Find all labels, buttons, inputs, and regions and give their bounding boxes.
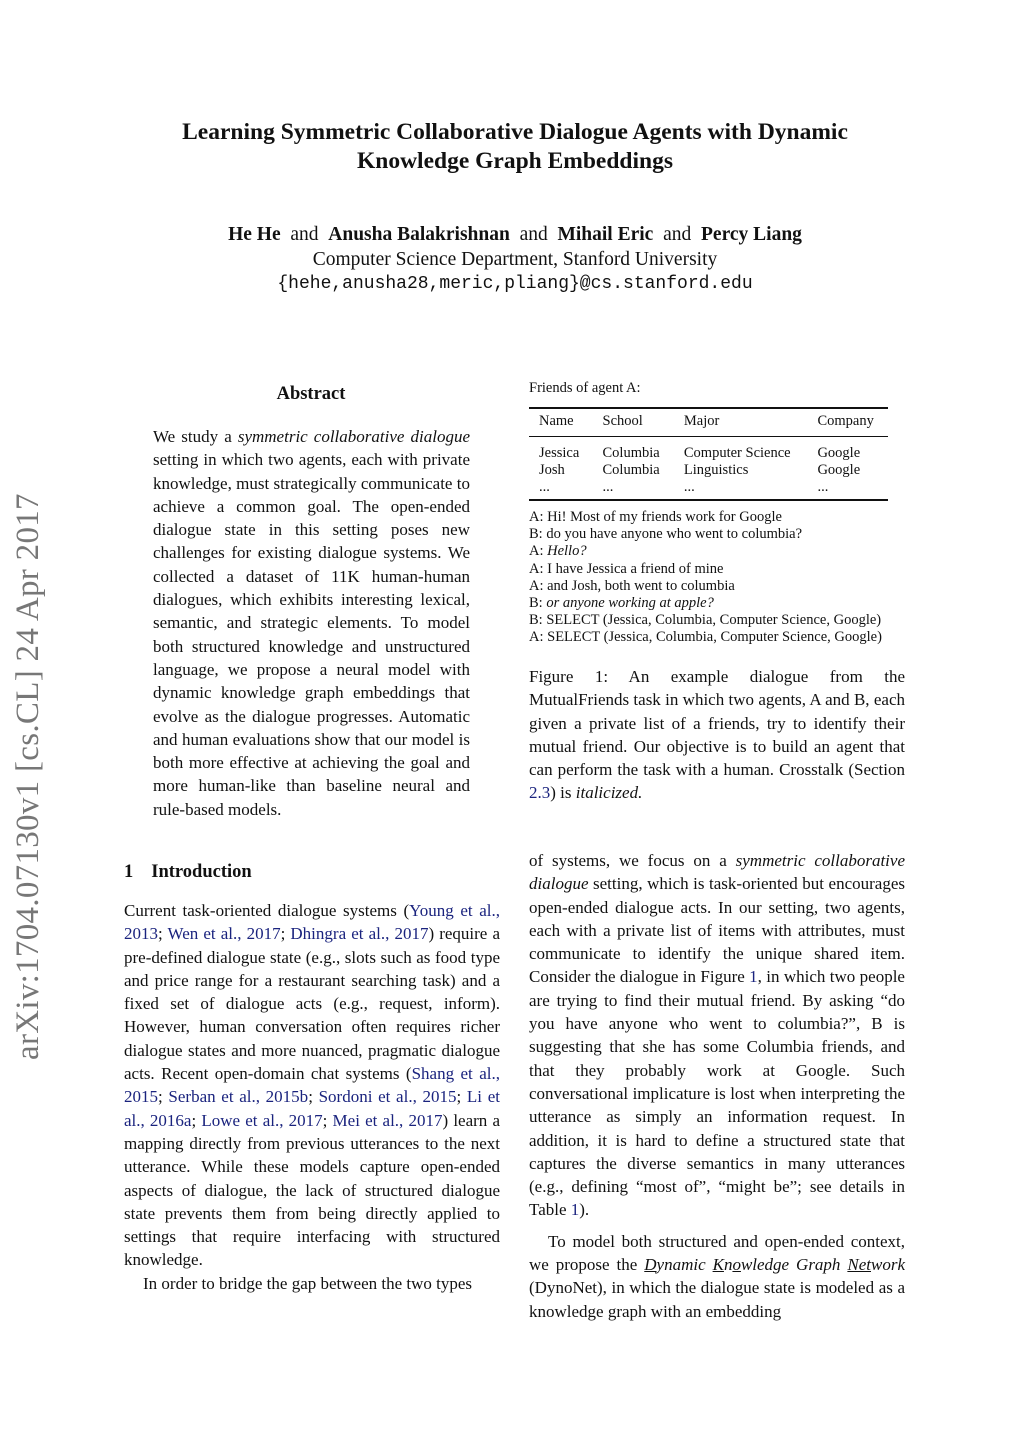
abstract-text [153,425,470,821]
figure-caption [529,665,905,805]
text-run: , in which two people are trying to find their mutual friend. By asking “do you have anyone who went to columbia?”, B is suggesting that she has some Columbia friends, and that they probably work at Google. Such conversational implicature is lost when interpreting the utterance as simply an information request. In addition, it is hard to define a structured state that captures the diverse semantics in many utterances (e.g., defining “most of”, “might be”; see details in Table [529,967,905,1220]
table-cell: Columbia [602,445,660,461]
speaker-label: A: [529,560,544,577]
underlined-letters: Net [847,1255,871,1275]
citation-link[interactable]: Serban et al., 2015b [168,1087,309,1107]
text-run: ; [322,1110,333,1130]
dialogue-transcript [529,509,882,647]
right-column-body [529,849,905,1323]
speaker-label: A: [529,577,544,594]
speaker-label: B: [529,595,543,612]
text-run: ynamic [656,1255,713,1275]
abstract-text-a: We study a [153,427,238,446]
author-separator: and [663,224,692,245]
citation-link[interactable]: Mei et al., 2017 [332,1110,443,1130]
caption-text: ) is [550,783,576,803]
citation-link[interactable]: Li et al., 2016a [124,1087,500,1130]
dialogue-line [529,526,882,543]
speaker-label: B: [529,612,543,629]
author-name: Anusha Balakrishnan [328,224,510,245]
author-email: {hehe,anusha28,meric,pliang}@cs.stanford.edu [277,274,753,294]
table-cell: ... [807,479,888,500]
text-run: work [871,1255,905,1275]
text-run: ). [579,1200,590,1220]
title-line-1: Learning Symmetric Collaborative Dialogue Agents with Dynamic [182,119,848,145]
figure-reference-link[interactable]: 1 [749,967,758,987]
dialogue-line [529,509,882,526]
table-cell: Linguistics [683,462,749,478]
text-run: ; [456,1087,467,1107]
abstract-heading: Abstract [276,384,346,404]
text-run: of systems, we focus on a [529,851,736,870]
section-number: 1 [124,862,134,882]
citation-link[interactable]: Lowe et al., 2017 [201,1110,323,1130]
author-separator: and [290,224,319,245]
section-title: Introduction [151,862,252,882]
table-cell: Google [817,462,861,478]
abstract-text-b: setting in which two agents, each with private knowledge, must strategically communicate to achieve a common goal. The open-ended dialogue state in this setting poses new challenges for existing dialogue systems. We collected a dataset of 11K human-human dialogues, which exhibits interesting lexical, semantic, and strategic elements. To model both structured knowledge and unstructured language, we propose a neural model with dynamic knowledge graph embeddings that evolve as the dialogue progresses. Automatic and human evaluations show that our model is both more effective at achieving the goal and more human-like than baseline neural and rule-based models. [153,450,470,819]
text-run: ; [308,1087,319,1107]
table-cell: ... [529,479,593,500]
speaker-label: A: [529,629,544,646]
utterance: and Josh, both went to columbia [547,577,735,594]
utterance-crosstalk: or anyone working at apple? [546,595,714,612]
table-row [529,479,888,500]
section-reference-link[interactable]: 2.3 [529,783,551,803]
table-cell: Jessica [539,445,580,461]
text-run: Current task-oriented dialogue systems ( [124,901,410,920]
body-paragraph [529,1230,905,1323]
citation-link[interactable]: Dhingra et al., 2017 [290,924,429,944]
text-run: (DynoNet), in which the dialogue state is modeled as a knowledge graph with an embedding [529,1278,905,1321]
dialogue-line [529,595,882,612]
table-cell: Google [817,445,861,461]
text-run: ; [158,1087,169,1107]
table-cell: Josh [539,462,565,478]
author-name: Percy Liang [701,224,802,245]
utterance: SELECT (Jessica, Columbia, Computer Science, Google) [547,629,882,646]
caption-text: Figure 1: An example dialogue from the MutualFriends task in which two agents, A and B, each given a private list of a friends, try to identify their mutual friend. Our objective is to build an agent that can perform the task with a human. Crosstalk (Section [529,667,905,780]
text-run: ; [158,924,168,944]
abstract-emphasis: symmetric collaborative dialogue [237,427,470,446]
author-name: Mihail Eric [557,224,654,245]
caption-emphasis: italicized. [575,783,643,803]
text-run: ; [280,924,291,944]
citation-link[interactable]: Shang et al., 2015 [124,1064,500,1107]
text-run: ) require a pre-defined dialogue state (e.g., slots such as food type and price range for a restaurant searching task) and a fixed set of dialogue acts (e.g., request, inform). However, human conversation often requires richer dialogue states and more nuanced, pragmatic dialogue acts. Recent open-domain chat systems ( [124,924,500,1084]
text-run: n [723,1255,733,1275]
column-header: Company [807,408,888,437]
underlined-letter: o [732,1255,741,1275]
text-run: ; [191,1110,202,1130]
underlined-letter: D [644,1255,657,1275]
introduction-body [124,899,500,1295]
intro-paragraph-1 [124,899,500,1272]
table-row [529,437,888,463]
column-header: Name [529,408,593,437]
utterance-crosstalk: Hello? [547,543,587,560]
speaker-label: A: [529,543,544,560]
dialogue-line [529,629,882,646]
table-cell: Columbia [602,462,660,478]
utterance: I have Jessica a friend of mine [547,560,724,577]
table-cell: Computer Science [683,445,791,461]
table-header-row [529,408,888,437]
text-run: wledge Graph [740,1255,848,1275]
table-cell: ... [674,479,808,500]
column-header: School [593,408,674,437]
emphasis: symmetric collaborative dialogue [529,851,905,894]
figure-table-label: Friends of agent A: [529,380,641,396]
author-list [110,222,920,247]
speaker-label: B: [529,526,543,543]
affiliation: Computer Science Department, Stanford University [312,249,718,270]
utterance: SELECT (Jessica, Columbia, Computer Science, Google) [546,612,882,629]
author-separator: and [519,224,548,245]
utterance: Hi! Most of my friends work for Google [547,509,782,525]
title-line-2: Knowledge Graph Embeddings [356,148,673,174]
dialogue-line [529,578,882,595]
friends-table [529,407,888,501]
citation-link[interactable]: Sordoni et al., 2015 [318,1087,457,1107]
table-reference-link[interactable]: 1 [570,1200,580,1220]
speaker-label: A: [529,509,544,525]
section-heading [124,862,270,883]
paper-title [110,118,920,176]
model-name-emphasis [644,1255,905,1274]
citation-link[interactable]: Wen et al., 2017 [167,924,281,944]
dialogue-line [529,561,882,578]
text-run: To model both structured and open-ended context, we propose the [529,1231,905,1275]
text-run: setting, which is task-oriented but encourages open-ended dialogue acts. In our setting, two agents, each with a private list of items with attributes, must communicate to identify the unique shared item. Consider the dialogue in Figure [529,874,905,987]
intro-paragraph-2: In order to bridge the gap between the two types [143,1273,473,1293]
citation-link[interactable]: Young et al., 2013 [124,901,500,944]
column-header: Major [674,408,808,437]
utterance: do you have anyone who went to columbia? [546,526,803,543]
author-name: He He [228,224,281,245]
body-paragraph [529,849,905,1222]
dialogue-line [529,612,882,629]
underlined-letter: K [712,1255,724,1275]
table-cell: ... [593,479,674,500]
author-block [110,222,920,297]
table-row [529,462,888,479]
dialogue-line [529,543,882,560]
text-run: ) learn a mapping directly from previous utterances to the next utterance. While these models capture open-ended aspects of dialogue, the lack of structured dialogue state prevents them from being directly applied to settings that require interfacing with structured knowledge. [124,1110,501,1270]
arxiv-identifier: arXiv:1704.07130v1 [cs.CL] 24 Apr 2017 [10,493,46,1060]
